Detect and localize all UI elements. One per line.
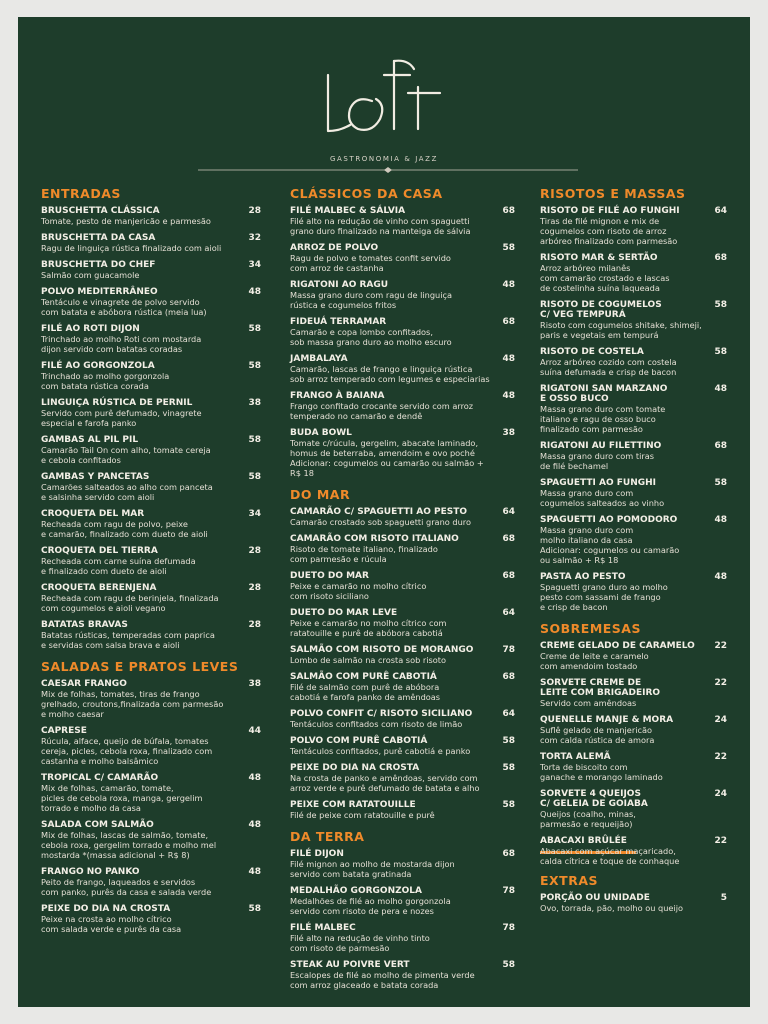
item-price: 44 bbox=[248, 726, 261, 736]
item-name: JAMBALAYA bbox=[290, 354, 348, 364]
item-description: cabotiá e farofa panko de amêndoas bbox=[290, 692, 441, 702]
item-description: Filé de salmão com purê de abóbora bbox=[290, 682, 440, 692]
menu-item bbox=[290, 763, 515, 793]
item-name: SORVETE CREME DE LEITE COM BRIGADEIRO bbox=[540, 678, 661, 698]
item-name: CREME GELADO DE CARAMELO bbox=[540, 641, 695, 651]
item-description: Arroz arbóreo milanês bbox=[540, 263, 631, 273]
item-description: Massa grano duro com tiras bbox=[540, 451, 655, 461]
brand-logo bbox=[18, 57, 750, 147]
item-description: grelhado, croutons,finalizada com parmesão bbox=[41, 699, 224, 709]
menu-item bbox=[41, 620, 261, 650]
item-name: SPAGUETTI AO POMODORO bbox=[540, 515, 678, 525]
item-description: Massa grano duro com tomate bbox=[540, 404, 666, 414]
menu-item bbox=[290, 608, 515, 638]
item-name: PEIXE COM RATATOUILLE bbox=[290, 800, 416, 810]
item-price: 22 bbox=[714, 752, 727, 762]
item-name: POLVO MEDITERRÂNEO bbox=[41, 287, 158, 297]
item-description: Risoto de tomate italiano, finalizado bbox=[290, 544, 438, 554]
item-description: com cogumelos e aioli vegano bbox=[41, 603, 166, 613]
item-name: BUDA BOWL bbox=[290, 428, 352, 438]
item-description: Servido com purê defumado, vinagrete bbox=[41, 408, 202, 418]
item-price: 78 bbox=[502, 645, 515, 655]
menu-item bbox=[540, 253, 727, 293]
item-price: 68 bbox=[502, 317, 515, 327]
item-name: ABACAXI BRÛLÉE bbox=[540, 836, 627, 846]
item-description: Lombo de salmão na crosta sob risoto bbox=[290, 655, 447, 665]
item-description: e camarão, finalizado com dueto de aioli bbox=[41, 529, 208, 539]
section-title: DO MAR bbox=[290, 487, 351, 502]
item-description: Massa grano duro com ragu de linguiça bbox=[290, 290, 453, 300]
item-description: arroz verde e purê defumado de batata e alho bbox=[290, 783, 480, 793]
item-description: Mix de folhas, lascas de salmão, tomate, bbox=[41, 830, 209, 840]
item-description: Tentáculos confitados com risoto de limão bbox=[290, 719, 463, 729]
item-description: Peixe na crosta ao molho cítrico bbox=[41, 914, 172, 924]
item-price: 58 bbox=[248, 361, 261, 371]
item-name: MEDALHÃO GORGONZOLA bbox=[290, 886, 422, 896]
item-name: CROQUETA DEL MAR bbox=[41, 509, 145, 519]
menu-item bbox=[290, 391, 515, 421]
item-description: ratatouille e purê de abóbora cabotiá bbox=[290, 628, 443, 638]
item-name: RISOTO DE COGUMELOS C/ VEG TEMPURÁ bbox=[540, 300, 662, 320]
item-name: CAMARÃO C/ SPAGUETTI AO PESTO bbox=[290, 507, 467, 517]
item-description: e servidas com salsa brava e aioli bbox=[41, 640, 180, 650]
item-description: Recheada com carne suína defumada bbox=[41, 556, 196, 566]
item-description: com batata rústica corada bbox=[41, 381, 149, 391]
item-name: FILÉ AO ROTI DIJON bbox=[41, 324, 140, 334]
item-name: PORÇÃO OU UNIDADE bbox=[540, 893, 650, 903]
item-name: RIGATONI SAN MARZANO E OSSO BUCO bbox=[540, 384, 668, 404]
item-description: Queijos (coalho, minas, bbox=[540, 809, 636, 819]
menu-item bbox=[540, 441, 727, 471]
item-description: e molho caesar bbox=[41, 709, 104, 719]
item-price: 38 bbox=[248, 679, 261, 689]
section-title: EXTRAS bbox=[540, 873, 599, 888]
item-price: 24 bbox=[714, 789, 727, 799]
menu-item bbox=[41, 472, 261, 502]
item-name: FILÉ MALBEC & SÁLVIA bbox=[290, 206, 406, 216]
item-description: Camarão e copa lombo confitados, bbox=[290, 327, 433, 337]
item-price: 78 bbox=[502, 923, 515, 933]
item-name: PASTA AO PESTO bbox=[540, 572, 626, 582]
menu-item bbox=[540, 836, 727, 866]
item-name: RISOTO MAR & SERTÃO bbox=[540, 253, 658, 263]
item-price: 64 bbox=[502, 709, 515, 719]
item-name: CAESAR FRANGO bbox=[41, 679, 127, 689]
item-name: RISOTO DE COSTELA bbox=[540, 347, 644, 357]
item-price: 48 bbox=[502, 280, 515, 290]
item-price: 48 bbox=[248, 773, 261, 783]
menu-item bbox=[41, 773, 261, 813]
menu-item bbox=[41, 867, 261, 897]
item-name: GAMBAS Y PANCETAS bbox=[41, 472, 150, 482]
item-description: Escalopes de filé ao molho de pimenta verde bbox=[290, 970, 475, 980]
item-name: FILÉ MALBEC bbox=[290, 923, 356, 933]
section-title: ENTRADAS bbox=[41, 186, 121, 201]
item-name: SALMÃO COM RISOTO DE MORANGO bbox=[290, 645, 474, 655]
menu-item bbox=[540, 300, 727, 340]
item-price: 22 bbox=[714, 641, 727, 651]
menu-item bbox=[290, 571, 515, 601]
menu-item bbox=[41, 904, 261, 934]
menu-item bbox=[290, 317, 515, 347]
item-description: com amendoim tostado bbox=[540, 661, 638, 671]
item-description: Tiras de filé mignon e mix de bbox=[540, 216, 660, 226]
item-name: BRUSCHETTA DA CASA bbox=[41, 233, 156, 243]
item-description: sob arroz temperado com legumes e especiarias bbox=[290, 374, 490, 384]
item-description: Adicionar: cogumelos ou camarão ou salmão + R$ 18 bbox=[290, 458, 484, 478]
menu-item bbox=[540, 384, 727, 434]
item-description: Ovo, torrada, pão, molho ou queijo bbox=[540, 903, 684, 913]
item-description: Camarões salteados ao alho com panceta bbox=[41, 482, 213, 492]
item-description: arbóreo finalizado com parmesão bbox=[540, 236, 678, 246]
item-description: Servido com amêndoas bbox=[540, 698, 637, 708]
menu-item bbox=[540, 641, 727, 671]
menu-item bbox=[290, 923, 515, 953]
menu-item bbox=[290, 886, 515, 916]
item-price: 34 bbox=[248, 260, 261, 270]
item-description: Trinchado ao molho Roti com mostarda bbox=[41, 334, 202, 344]
item-price: 58 bbox=[248, 324, 261, 334]
item-description: Filé alto na redução de vinho com spaguetti bbox=[290, 216, 470, 226]
item-description: Mix de folhas, tomates, tiras de frango bbox=[41, 689, 200, 699]
item-price: 22 bbox=[714, 678, 727, 688]
item-description: Salmão com guacamole bbox=[41, 270, 140, 280]
menu-item bbox=[290, 354, 515, 384]
item-description: molho italiano da casa bbox=[540, 535, 633, 545]
item-price: 58 bbox=[502, 960, 515, 970]
menu-item bbox=[290, 206, 515, 236]
item-price: 24 bbox=[714, 715, 727, 725]
item-description: Recheada com ragu de berinjela, finalizada bbox=[41, 593, 219, 603]
menu-item bbox=[290, 280, 515, 310]
item-description: cogumelos com risoto de arroz bbox=[540, 226, 667, 236]
item-name: QUENELLE MANJE & MORA bbox=[540, 715, 674, 725]
item-description: Risoto com cogumelos shitake, shimeji, bbox=[540, 320, 702, 330]
item-description: Arroz arbóreo cozido com costela bbox=[540, 357, 677, 367]
menu-item bbox=[41, 361, 261, 391]
item-name: CROQUETA DEL TIERRA bbox=[41, 546, 158, 556]
item-description: sob massa grano duro ao molho escuro bbox=[290, 337, 452, 347]
item-price: 48 bbox=[714, 572, 727, 582]
menu-item bbox=[290, 645, 515, 665]
item-name: RISOTO DE FILÉ AO FUNGHI bbox=[540, 206, 680, 216]
item-name: FRANGO NO PANKO bbox=[41, 867, 140, 877]
item-description: italiano e ragu de osso buco bbox=[540, 414, 656, 424]
item-price: 48 bbox=[502, 391, 515, 401]
menu-item bbox=[540, 752, 727, 782]
item-price: 64 bbox=[714, 206, 727, 216]
item-description: com risoto de parmesão bbox=[290, 943, 390, 953]
item-description: Filé mignon ao molho de mostarda dijon bbox=[290, 859, 455, 869]
item-description: Peixe e camarão no molho cítrico bbox=[290, 581, 427, 591]
menu-item bbox=[290, 243, 515, 273]
item-description: e cebola confitados bbox=[41, 455, 121, 465]
menu-column-3 bbox=[540, 187, 727, 920]
item-price: 48 bbox=[248, 287, 261, 297]
item-name: ARROZ DE POLVO bbox=[290, 243, 379, 253]
item-description: com risoto siciliano bbox=[290, 591, 369, 601]
menu-item bbox=[41, 583, 261, 613]
item-price: 58 bbox=[248, 472, 261, 482]
item-name: RIGATONI AU FILETTINO bbox=[540, 441, 662, 451]
loft-logo-icon bbox=[314, 57, 454, 147]
item-description: parmesão e requeijão) bbox=[540, 819, 633, 829]
menu-item bbox=[41, 726, 261, 766]
item-description: Mix de folhas, camarão, tomate, bbox=[41, 783, 174, 793]
item-price: 48 bbox=[248, 867, 261, 877]
item-description: Ragu de polvo e tomates confit servido bbox=[290, 253, 451, 263]
item-name: GAMBAS AL PIL PIL bbox=[41, 435, 139, 445]
item-price: 58 bbox=[502, 763, 515, 773]
menu-item bbox=[290, 800, 515, 820]
item-price: 38 bbox=[502, 428, 515, 438]
item-description: e finalizado com dueto de aioli bbox=[41, 566, 167, 576]
item-description: com batata e abóbora rústica (meia lua) bbox=[41, 307, 207, 317]
item-name: DUETO DO MAR bbox=[290, 571, 369, 581]
item-description: Torta de biscoito com bbox=[540, 762, 628, 772]
item-description: Massa grano duro com bbox=[540, 525, 634, 535]
item-description: de costelinha suína laqueada bbox=[540, 283, 660, 293]
item-description: pesto com sassami de frango bbox=[540, 592, 661, 602]
menu-item bbox=[290, 960, 515, 990]
item-price: 58 bbox=[248, 435, 261, 445]
item-description: ou salmão + R$ 18 bbox=[540, 555, 619, 565]
item-name: FRANGO À BAIANA bbox=[290, 391, 385, 401]
item-price: 58 bbox=[714, 347, 727, 357]
item-name: POLVO CONFIT C/ RISOTO SICILIANO bbox=[290, 709, 473, 719]
item-description: Massa grano duro com bbox=[540, 488, 634, 498]
item-description: Filé alto na redução de vinho tinto bbox=[290, 933, 430, 943]
item-description: torrado e molho da casa bbox=[41, 803, 141, 813]
item-description: Camarão crostado sob spaguetti grano duro bbox=[290, 517, 471, 527]
item-description: dijon servido com batatas coradas bbox=[41, 344, 183, 354]
item-price: 28 bbox=[248, 583, 261, 593]
item-price: 68 bbox=[502, 571, 515, 581]
item-description: com panko, purês da casa e salada verde bbox=[41, 887, 212, 897]
item-description: Frango confitado crocante servido com arroz bbox=[290, 401, 474, 411]
item-description: temperado no camarão e dendê bbox=[290, 411, 423, 421]
item-description: servido com risoto de pera e nozes bbox=[290, 906, 434, 916]
section-title: CLÁSSICOS DA CASA bbox=[290, 186, 443, 201]
item-price: 68 bbox=[502, 672, 515, 682]
item-name: BRUSCHETTA CLÁSSICA bbox=[41, 206, 160, 216]
menu-item bbox=[290, 507, 515, 527]
item-description: com salada verde e purês da casa bbox=[41, 924, 182, 934]
item-description: Camarão, lascas de frango e linguiça rústica bbox=[290, 364, 473, 374]
item-price: 32 bbox=[248, 233, 261, 243]
item-price: 48 bbox=[714, 384, 727, 394]
section-title: SALADAS E PRATOS LEVES bbox=[41, 659, 239, 674]
item-price: 78 bbox=[502, 886, 515, 896]
menu-item bbox=[41, 233, 261, 253]
item-description: cebola roxa, gergelim torrado e molho mel bbox=[41, 840, 217, 850]
item-price: 58 bbox=[502, 736, 515, 746]
item-description: cogumelos salteados ao vinho bbox=[540, 498, 665, 508]
menu-item bbox=[540, 789, 727, 829]
item-description: especial e farofa panko bbox=[41, 418, 137, 428]
item-price: 68 bbox=[502, 849, 515, 859]
menu-item bbox=[290, 709, 515, 729]
item-name: RIGATONI AO RAGU bbox=[290, 280, 389, 290]
brand-tagline: GASTRONOMIA & JAZZ bbox=[330, 155, 438, 163]
item-description: com calda rústica de amora bbox=[540, 735, 655, 745]
menu-item bbox=[41, 509, 261, 539]
item-description: Tomate c/rúcula, gergelim, abacate laminado, bbox=[290, 438, 479, 448]
menu-item bbox=[540, 478, 727, 508]
item-price: 64 bbox=[502, 507, 515, 517]
item-name: CROQUETA BERENJENA bbox=[41, 583, 157, 593]
menu-item bbox=[41, 398, 261, 428]
menu-item bbox=[41, 324, 261, 354]
section-title: SOBREMESAS bbox=[540, 621, 641, 636]
item-description: Peixe e camarão no molho cítrico com bbox=[290, 618, 447, 628]
item-description: Tentáculos confitados, purê cabotiá e panko bbox=[290, 746, 471, 756]
menu-item bbox=[290, 736, 515, 756]
item-name: TORTA ALEMÃ bbox=[540, 752, 611, 762]
item-description: Trinchado ao molho gorgonzola bbox=[41, 371, 170, 381]
item-description: Adicionar: cogumelos ou camarão bbox=[540, 545, 680, 555]
item-description: Abacaxi com açúcar maçaricado, bbox=[540, 846, 676, 856]
item-price: 68 bbox=[714, 253, 727, 263]
item-name: FILÉ AO GORGONZOLA bbox=[41, 361, 155, 371]
item-price: 22 bbox=[714, 836, 727, 846]
item-description: ganache e morango laminado bbox=[540, 772, 663, 782]
item-name: SALMÃO COM PURÊ CABOTIÁ bbox=[290, 672, 437, 682]
item-name: CAMARÃO COM RISOTO ITALIANO bbox=[290, 534, 459, 544]
menu-item bbox=[540, 715, 727, 745]
menu-board bbox=[18, 17, 750, 1007]
item-description: Tomate, pesto de manjericão e parmesão bbox=[41, 216, 211, 226]
item-description: e crisp de bacon bbox=[540, 602, 608, 612]
item-description: de filé bechamel bbox=[540, 461, 609, 471]
menu-item bbox=[540, 572, 727, 612]
item-price: 28 bbox=[248, 620, 261, 630]
menu-item bbox=[290, 428, 515, 478]
item-description: rústica e cogumelos fritos bbox=[290, 300, 397, 310]
menu-item bbox=[290, 534, 515, 564]
item-name: LINGUIÇA RÚSTICA DE PERNIL bbox=[41, 398, 193, 408]
menu-column-2 bbox=[290, 187, 515, 997]
item-description: picles de cebola roxa, manga, gergelim bbox=[41, 793, 203, 803]
item-price: 48 bbox=[714, 515, 727, 525]
menu-item bbox=[41, 820, 261, 860]
item-price: 38 bbox=[248, 398, 261, 408]
item-name: BATATAS BRAVAS bbox=[41, 620, 128, 630]
item-description: Medalhões de filé ao molho gorgonzola bbox=[290, 896, 451, 906]
section-title: RISOTOS E MASSAS bbox=[540, 186, 686, 201]
item-name: POLVO COM PURÊ CABOTIÁ bbox=[290, 736, 428, 746]
item-description: suína defumada e crisp de bacon bbox=[540, 367, 677, 377]
item-description: com arroz de castanha bbox=[290, 263, 384, 273]
menu-item bbox=[540, 515, 727, 565]
item-description: finalizado com parmesão bbox=[540, 424, 643, 434]
item-price: 34 bbox=[248, 509, 261, 519]
item-description: com parmesão e rúcula bbox=[290, 554, 387, 564]
item-description: Rúcula, alface, queijo de búfala, tomates bbox=[41, 736, 209, 746]
menu-item bbox=[290, 672, 515, 702]
menu-item bbox=[540, 893, 727, 913]
menu-item bbox=[41, 287, 261, 317]
ornament-divider bbox=[198, 167, 578, 173]
item-name: CAPRESE bbox=[41, 726, 87, 736]
item-price: 58 bbox=[502, 800, 515, 810]
item-description: com camarão crostado e lascas bbox=[540, 273, 670, 283]
item-price: 58 bbox=[248, 904, 261, 914]
item-name: FIDEUÁ TERRAMAR bbox=[290, 317, 387, 327]
item-description: servido com batata gratinada bbox=[290, 869, 412, 879]
item-description: grano duro finalizado na manteiga de sálvia bbox=[290, 226, 471, 236]
item-price: 58 bbox=[714, 478, 727, 488]
item-description: Filé de peixe com ratatouille e purê bbox=[290, 810, 435, 820]
item-description: Suflê gelado de manjericão bbox=[540, 725, 653, 735]
item-name: SPAGUETTI AO FUNGHI bbox=[540, 478, 657, 488]
item-description: Camarão Tail On com alho, tomate cereja bbox=[41, 445, 211, 455]
item-description: cereja, picles, cebola roxa, finalizado com bbox=[41, 746, 213, 756]
item-price: 58 bbox=[714, 300, 727, 310]
item-name: BRUSCHETTA DO CHEF bbox=[41, 260, 156, 270]
item-description: Ragu de linguiça rústica finalizado com aioli bbox=[41, 243, 222, 253]
menu-item bbox=[41, 206, 261, 226]
item-description: Recheada com ragu de polvo, peixe bbox=[41, 519, 188, 529]
item-description: calda cítrica e toque de conhaque bbox=[540, 856, 680, 866]
menu-item bbox=[540, 347, 727, 377]
section-title: DA TERRA bbox=[290, 829, 365, 844]
item-description: paris e vegetais em tempurá bbox=[540, 330, 659, 340]
menu-item bbox=[41, 260, 261, 280]
item-description: Na crosta de panko e amêndoas, servido com bbox=[290, 773, 478, 783]
item-name: DUETO DO MAR LEVE bbox=[290, 608, 398, 618]
item-description: e salsinha servido com aioli bbox=[41, 492, 155, 502]
item-price: 28 bbox=[248, 206, 261, 216]
item-name: TROPICAL C/ CAMARÃO bbox=[41, 773, 159, 783]
item-price: 68 bbox=[714, 441, 727, 451]
menu-item bbox=[540, 678, 727, 708]
item-name: SORVETE 4 QUEIJOS C/ GELEIA DE GOIABA bbox=[540, 789, 648, 809]
item-name: PEIXE DO DIA NA CROSTA bbox=[41, 904, 171, 914]
menu-item bbox=[41, 546, 261, 576]
item-price: 28 bbox=[248, 546, 261, 556]
item-description: mostarda *(massa adicional + R$ 8) bbox=[41, 850, 190, 860]
item-price: 68 bbox=[502, 206, 515, 216]
item-name: PEIXE DO DIA NA CROSTA bbox=[290, 763, 420, 773]
menu-item bbox=[41, 679, 261, 719]
item-price: 48 bbox=[502, 354, 515, 364]
menu-item bbox=[540, 206, 727, 246]
item-description: com arroz glaceado e batata corada bbox=[290, 980, 439, 990]
item-description: castanha e molho balsâmico bbox=[41, 756, 159, 766]
item-name: FILÉ DIJON bbox=[290, 849, 344, 859]
item-price: 64 bbox=[502, 608, 515, 618]
item-description: homus de beterraba, amendoim e ovo poché bbox=[290, 448, 475, 458]
item-price: 68 bbox=[502, 534, 515, 544]
item-name: SALADA COM SALMÃO bbox=[41, 820, 154, 830]
item-description: Creme de leite e caramelo bbox=[540, 651, 649, 661]
item-description: Peito de frango, laqueados e servidos bbox=[41, 877, 196, 887]
item-price: 5 bbox=[720, 893, 727, 903]
item-description: Spaguetti grano duro ao molho bbox=[540, 582, 668, 592]
item-price: 58 bbox=[502, 243, 515, 253]
item-name: STEAK AU POIVRE VERT bbox=[290, 960, 410, 970]
menu-column-1 bbox=[41, 187, 261, 941]
item-price: 48 bbox=[248, 820, 261, 830]
item-description: Batatas rústicas, temperadas com paprica bbox=[41, 630, 215, 640]
menu-item bbox=[290, 849, 515, 879]
menu-item bbox=[41, 435, 261, 465]
item-description: Tentáculo e vinagrete de polvo servido bbox=[41, 297, 200, 307]
